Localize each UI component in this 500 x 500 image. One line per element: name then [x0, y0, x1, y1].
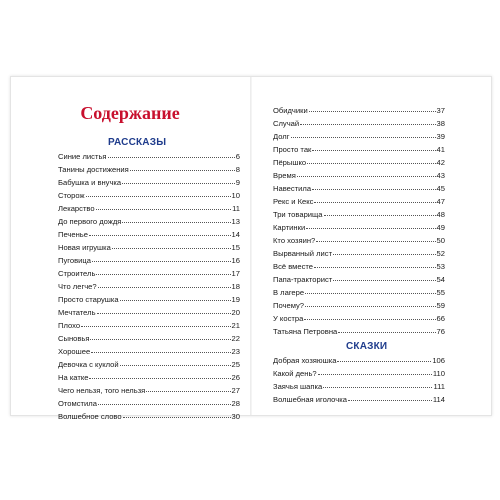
- toc-entry: [58, 332, 240, 345]
- toc-entry-page: 42: [436, 158, 445, 167]
- toc-entry-title: У костра: [273, 314, 304, 323]
- toc-entry-page: 27: [231, 386, 240, 395]
- toc-entry: [273, 247, 445, 260]
- toc-entry-page: 52: [436, 249, 445, 258]
- toc-entry-page: 37: [436, 106, 445, 115]
- toc-entry-page: 17: [231, 269, 240, 278]
- dot-leader: [91, 352, 230, 353]
- toc-entry: [273, 156, 445, 169]
- toc-entry: [273, 393, 445, 406]
- dot-leader: [97, 313, 231, 314]
- toc-entry-page: 39: [436, 132, 445, 141]
- dot-leader: [98, 287, 231, 288]
- toc-entry-title: Плохо: [58, 321, 81, 330]
- toc-entry: [58, 215, 240, 228]
- toc-entry-page: 43: [436, 171, 445, 180]
- toc-list-left: [58, 150, 240, 423]
- toc-entry-page: 11: [232, 204, 240, 213]
- toc-entry-title: Пёрышко: [273, 158, 307, 167]
- toc-entry-page: 9: [235, 178, 240, 187]
- toc-entry: [273, 130, 445, 143]
- dot-leader: [304, 319, 435, 320]
- dot-leader: [291, 137, 436, 138]
- toc-entry: [273, 286, 445, 299]
- toc-entry-title: Долг: [273, 132, 290, 141]
- toc-entry-page: 106: [432, 356, 445, 365]
- toc-entry-title: Почему?: [273, 301, 305, 310]
- page-title: Содержание: [80, 103, 180, 123]
- toc-entry-title: Просто так: [273, 145, 312, 154]
- toc-entry: [273, 143, 445, 156]
- toc-entry-title: Время: [273, 171, 296, 180]
- dot-leader: [297, 176, 436, 177]
- dot-leader: [312, 189, 435, 190]
- book-spread: [10, 76, 492, 421]
- toc-entry-title: Отомстила: [58, 399, 97, 408]
- toc-entry-title: Что легче?: [58, 282, 97, 291]
- toc-entry-title: На катке: [58, 373, 89, 382]
- toc-entry-page: 59: [436, 301, 445, 310]
- toc-entry-title: Татьяна Петровна: [273, 327, 338, 336]
- toc-entry-page: 10: [231, 191, 240, 200]
- toc-entry-page: 13: [231, 217, 240, 226]
- dot-leader: [318, 374, 432, 375]
- toc-entry: [58, 358, 240, 371]
- toc-entry-page: 114: [432, 395, 445, 404]
- toc-entry-page: 49: [436, 223, 445, 232]
- dot-leader: [89, 235, 231, 236]
- dot-leader: [86, 196, 231, 197]
- toc-entry-title: Сыновья: [58, 334, 90, 343]
- toc-entry-title: Волшебная иголочка: [273, 395, 347, 404]
- dot-leader: [333, 254, 435, 255]
- toc-entry-page: 38: [436, 119, 445, 128]
- section-stories-heading: РАССКАЗЫ: [108, 137, 167, 148]
- toc-entry: [58, 293, 240, 306]
- toc-entry: [58, 150, 240, 163]
- toc-entry-page: 18: [231, 282, 240, 291]
- dot-leader: [92, 261, 231, 262]
- toc-entry: [273, 195, 445, 208]
- toc-entry-title: Новая игрушка: [58, 243, 111, 252]
- toc-entry-page: 30: [231, 412, 240, 421]
- toc-entry: [273, 273, 445, 286]
- dot-leader: [314, 267, 436, 268]
- toc-entry-page: 54: [436, 275, 445, 284]
- dot-leader: [108, 157, 235, 158]
- toc-entry: [58, 319, 240, 332]
- toc-entry: [58, 267, 240, 280]
- dot-leader: [306, 228, 435, 229]
- toc-entry: [58, 241, 240, 254]
- toc-entry-page: 25: [231, 360, 240, 369]
- book-spine: [250, 77, 252, 415]
- toc-entry: [58, 397, 240, 410]
- toc-entry-page: 22: [231, 334, 240, 343]
- toc-entry: [273, 182, 445, 195]
- toc-entry: [273, 380, 445, 393]
- dot-leader: [300, 124, 435, 125]
- toc-entry: [273, 312, 445, 325]
- toc-entry: [273, 299, 445, 312]
- toc-entry: [58, 176, 240, 189]
- dot-leader: [338, 332, 435, 333]
- dot-leader: [305, 306, 436, 307]
- toc-entry-page: 53: [436, 262, 445, 271]
- dot-leader: [120, 300, 231, 301]
- toc-entry: [273, 367, 445, 380]
- toc-entry-title: Волшебное слово: [58, 412, 122, 421]
- toc-entry: [58, 189, 240, 202]
- dot-leader: [96, 209, 232, 210]
- toc-entry: [58, 306, 240, 319]
- toc-entry-page: 8: [235, 165, 240, 174]
- dot-leader: [305, 293, 435, 294]
- toc-entry: [273, 208, 445, 221]
- toc-entry: [58, 371, 240, 384]
- toc-entry-title: Танины достижения: [58, 165, 129, 174]
- toc-entry-title: Навестила: [273, 184, 312, 193]
- dot-leader: [120, 365, 231, 366]
- toc-entry-page: 66: [436, 314, 445, 323]
- toc-entry-title: Чего нельзя, того нельзя: [58, 386, 146, 395]
- toc-entry-title: Добрая хозяюшка: [273, 356, 337, 365]
- dot-leader: [312, 150, 435, 151]
- toc-entry-title: Лекарство: [58, 204, 95, 213]
- toc-entry: [273, 221, 445, 234]
- toc-entry: [58, 280, 240, 293]
- toc-entry: [273, 354, 445, 367]
- dot-leader: [123, 417, 231, 418]
- dot-leader: [89, 378, 230, 379]
- toc-entry-title: Хорошее: [58, 347, 91, 356]
- toc-entry: [58, 410, 240, 423]
- toc-entry-title: Пуговица: [58, 256, 91, 265]
- dot-leader: [309, 111, 436, 112]
- toc-entry-title: Сторож: [58, 191, 85, 200]
- toc-entry-title: Синие листья: [58, 152, 107, 161]
- toc-entry-title: Случай: [273, 119, 300, 128]
- toc-entry-page: 111: [433, 382, 445, 391]
- dot-leader: [146, 391, 230, 392]
- toc-entry-page: 6: [235, 152, 240, 161]
- dot-leader: [112, 248, 231, 249]
- dot-leader: [130, 170, 235, 171]
- toc-entry-title: Картинки: [273, 223, 306, 232]
- dot-leader: [307, 163, 435, 164]
- toc-entry-page: 45: [436, 184, 445, 193]
- dot-leader: [81, 326, 230, 327]
- toc-entry-title: Три товарища: [273, 210, 323, 219]
- toc-entry-page: 47: [436, 197, 445, 206]
- toc-entry-title: Какой день?: [273, 369, 317, 378]
- toc-entry: [273, 234, 445, 247]
- toc-entry-title: Заячья шапка: [273, 382, 323, 391]
- toc-entry: [58, 345, 240, 358]
- toc-entry-page: 76: [436, 327, 445, 336]
- dot-leader: [90, 339, 230, 340]
- toc-entry-title: Бабушка и внучка: [58, 178, 122, 187]
- toc-entry-page: 28: [231, 399, 240, 408]
- toc-entry-title: Папа-тракторист: [273, 275, 333, 284]
- toc-entry-title: Рекс и Кекс: [273, 197, 314, 206]
- toc-list-right: [273, 104, 445, 338]
- toc-entry: [58, 163, 240, 176]
- toc-entry-page: 55: [436, 288, 445, 297]
- dot-leader: [333, 280, 435, 281]
- toc-entry: [58, 384, 240, 397]
- toc-entry-page: 15: [231, 243, 240, 252]
- toc-entry: [273, 325, 445, 338]
- toc-entry-title: Кто хозяин?: [273, 236, 316, 245]
- dot-leader: [337, 361, 431, 362]
- toc-entry-title: Строитель: [58, 269, 96, 278]
- toc-entry-title: Мечтатель: [58, 308, 96, 317]
- dot-leader: [98, 404, 231, 405]
- toc-entry-title: В лагере: [273, 288, 305, 297]
- section-tales-heading: СКАЗКИ: [346, 341, 388, 352]
- toc-entry: [273, 117, 445, 130]
- toc-entry: [58, 202, 240, 215]
- dot-leader: [122, 183, 235, 184]
- dot-leader: [314, 202, 435, 203]
- toc-entry-page: 19: [231, 295, 240, 304]
- dot-leader: [348, 400, 432, 401]
- toc-entry-page: 110: [432, 369, 445, 378]
- toc-entry-title: Девочка с куклой: [58, 360, 119, 369]
- toc-entry-page: 26: [231, 373, 240, 382]
- toc-entry-page: 20: [231, 308, 240, 317]
- toc-entry-page: 16: [231, 256, 240, 265]
- dot-leader: [324, 215, 436, 216]
- toc-entry: [273, 169, 445, 182]
- toc-entry-page: 23: [231, 347, 240, 356]
- toc-entry-title: Вырванный лист: [273, 249, 333, 258]
- toc-entry-page: 14: [231, 230, 240, 239]
- toc-entry-title: Печенье: [58, 230, 88, 239]
- toc-entry-page: 41: [436, 145, 445, 154]
- toc-entry-title: Всё вместе: [273, 262, 314, 271]
- toc-entry-title: Просто старушка: [58, 295, 119, 304]
- dot-leader: [316, 241, 435, 242]
- toc-list-tales: [273, 354, 445, 406]
- toc-entry: [58, 228, 240, 241]
- toc-entry: [58, 254, 240, 267]
- dot-leader: [96, 274, 230, 275]
- toc-entry: [273, 260, 445, 273]
- toc-entry-page: 50: [436, 236, 445, 245]
- toc-entry-title: До первого дождя: [58, 217, 122, 226]
- dot-leader: [122, 222, 230, 223]
- toc-entry: [273, 104, 445, 117]
- dot-leader: [323, 387, 432, 388]
- toc-entry-title: Обидчики: [273, 106, 308, 115]
- toc-entry-page: 48: [436, 210, 445, 219]
- toc-entry-page: 21: [231, 321, 240, 330]
